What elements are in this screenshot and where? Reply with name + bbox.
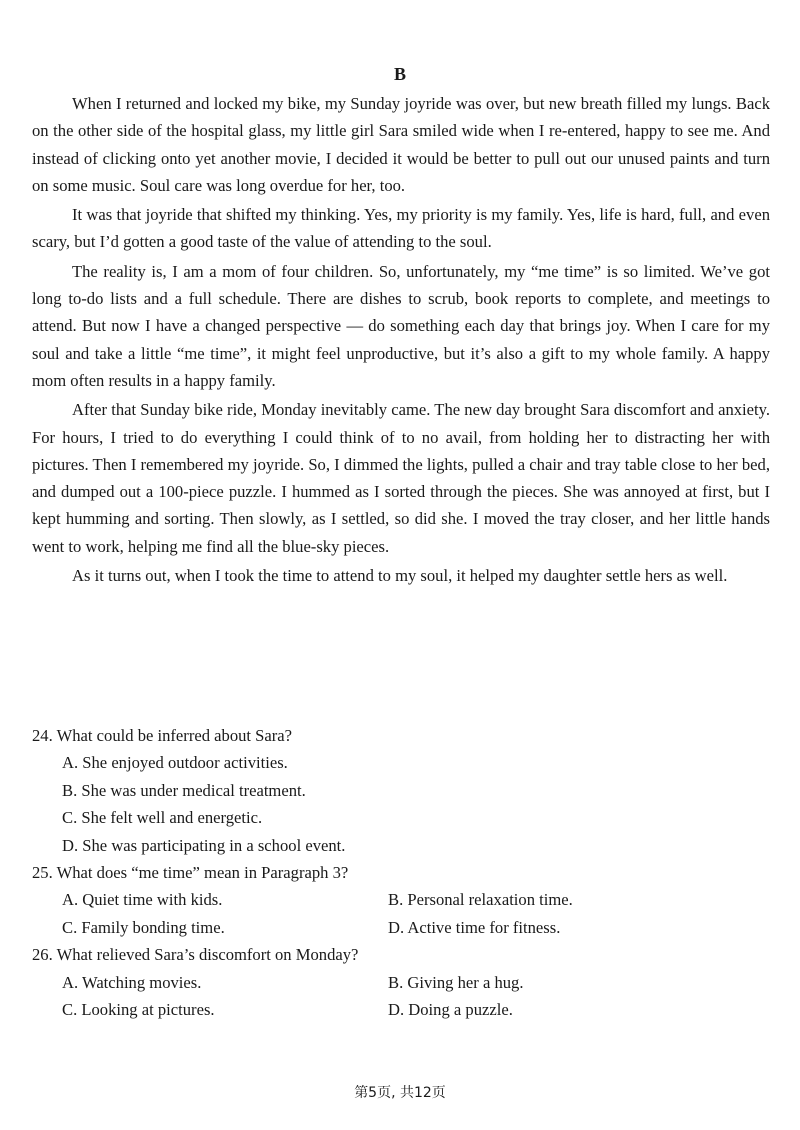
passage-paragraph: After that Sunday bike ride, Monday inevitably came. The new day brought Sara discomfort and anxiety. For hours, I tried to do everything I could think of to no avail, from holding her to distracting her with pictures. Then I remembered my joyride. So, I dimmed the lights, pulled a chair and tray table close to her bed, and dumped out a 100-piece puzzle. I hummed as I sorted through the pieces. She was annoyed at first, but I kept humming and sorting. Then slowly, as I settled, so did she. I moved the tray closer, and her little hands went to work, helping me find all the blue-sky pieces. (32, 400, 770, 556)
option-b: B. Giving her a hug. (388, 972, 524, 992)
option-a: A. Watching movies. (62, 972, 202, 992)
passage-paragraph: As it turns out, when I took the time to attend to my soul, it helped my daughter settle hers as well. (72, 566, 728, 586)
page-number: 第5页, 共12页 (354, 1085, 446, 1101)
option-a: A. She enjoyed outdoor activities. (62, 753, 288, 773)
question-stem: 24. What could be inferred about Sara? (32, 726, 293, 745)
passage-paragraph: It was that joyride that shifted my thinking. Yes, my priority is my family. Yes, life is hard, full, and even scary, but I’d gotten a good taste of the value of attending to the soul. (32, 205, 770, 252)
option-a: A. Quiet time with kids. (62, 890, 223, 910)
question-24 (32, 722, 770, 859)
question-25 (32, 859, 770, 941)
option-c: C. Family bonding time. (62, 917, 225, 937)
question-stem: 25. What does “me time” mean in Paragraph 3? (32, 863, 349, 883)
option-d: D. Doing a puzzle. (388, 1000, 513, 1020)
question-list (32, 722, 770, 1023)
reading-passage (32, 90, 770, 591)
section-label: B (393, 64, 406, 84)
question-26 (32, 941, 770, 1023)
option-d: D. She was participating in a school event. (62, 835, 346, 855)
option-b: B. Personal relaxation time. (388, 890, 573, 910)
option-d: D. Active time for fitness. (388, 917, 561, 937)
option-c: C. She felt well and energetic. (62, 808, 263, 828)
option-b: B. She was under medical treatment. (62, 780, 306, 800)
option-c: C. Looking at pictures. (62, 1000, 215, 1020)
question-stem: 26. What relieved Sara’s discomfort on Monday? (32, 945, 359, 965)
passage-paragraph: When I returned and locked my bike, my Sunday joyride was over, but new breath filled my lungs. Back on the other side of the hospital glass, my little girl Sara smiled wide when I re-entered, happy to see me. And instead of clicking onto yet another movie, I decided it would be better to pull out our unused paints and turn on some music. Soul care was long overdue for her, too. (32, 94, 770, 195)
passage-paragraph: The reality is, I am a mom of four children. So, unfortunately, my “me time” is so limited. We’ve got long to-do lists and a full schedule. There are dishes to scrub, book reports to complete, and meetings to attend. But now I have a changed perspective — do something each day that brings joy. When I care for my soul and take a little “me time”, it might feel unproductive, but it’s also a gift to my whole family. A happy mom often results in a happy family. (32, 261, 770, 390)
option-grid (32, 886, 770, 941)
option-grid (32, 969, 770, 1024)
